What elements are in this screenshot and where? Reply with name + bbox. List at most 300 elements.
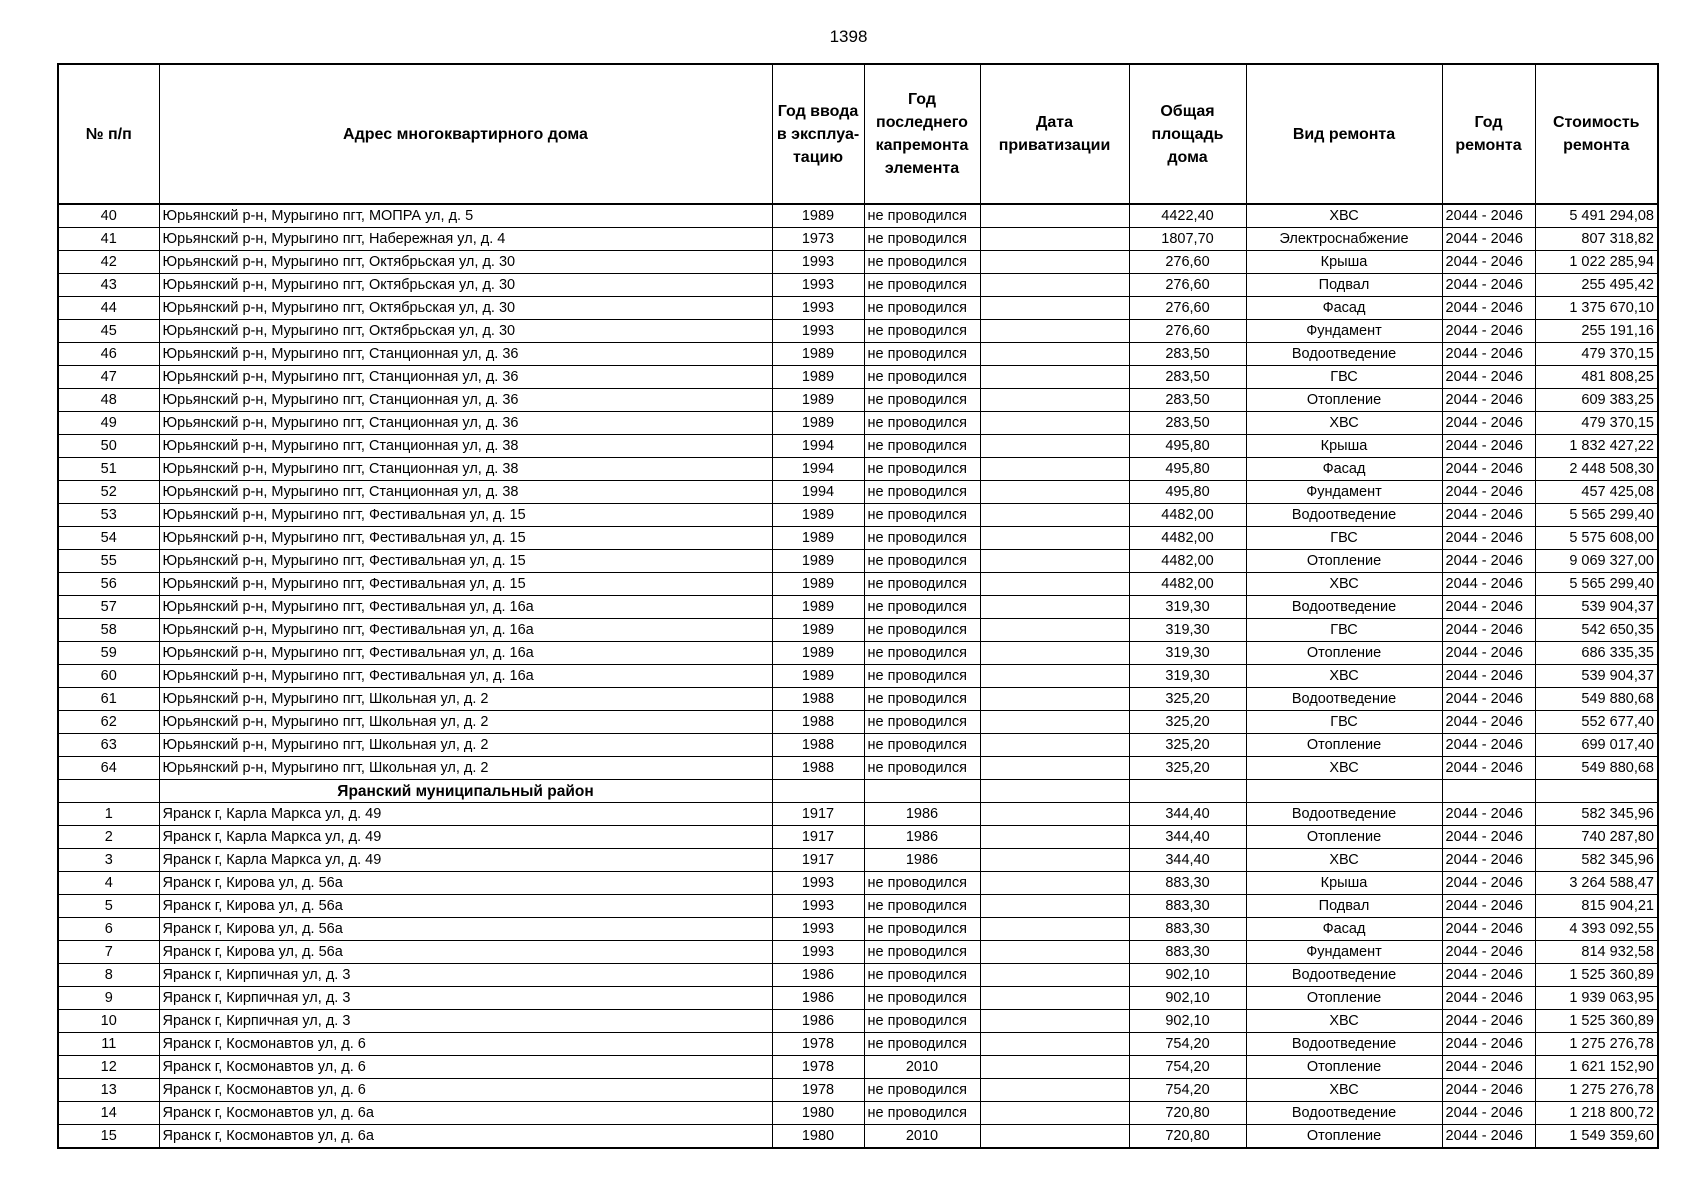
table-row	[58, 803, 1658, 826]
cell-address: Юрьянский р-н, Мурыгино пгт, Станционная ул, д. 38	[159, 435, 772, 458]
cell-cost: 479 370,15	[1535, 343, 1658, 366]
cell-cost: 539 904,37	[1535, 665, 1658, 688]
cell-privatization	[980, 412, 1129, 435]
cell-last-repair: не проводился	[864, 251, 980, 274]
cell-repair-type: ХВС	[1246, 849, 1442, 872]
cell-privatization	[980, 757, 1129, 780]
cell-num: 9	[58, 987, 159, 1010]
cell-address: Яранск г, Кирова ул, д. 56а	[159, 895, 772, 918]
cell-year-commission: 1989	[772, 389, 864, 412]
cell-repair-type: Водоотведение	[1246, 504, 1442, 527]
table-row	[58, 573, 1658, 596]
table-row	[58, 412, 1658, 435]
cell-cost: 4 393 092,55	[1535, 918, 1658, 941]
cell-num: 64	[58, 757, 159, 780]
cell-last-repair: не проводился	[864, 918, 980, 941]
cell-privatization	[980, 826, 1129, 849]
section-empty-cell	[1535, 780, 1658, 803]
cell-last-repair: не проводился	[864, 366, 980, 389]
cell-year-commission: 1986	[772, 964, 864, 987]
cell-privatization	[980, 251, 1129, 274]
table-row	[58, 297, 1658, 320]
cell-last-repair: не проводился	[864, 458, 980, 481]
table-row	[58, 872, 1658, 895]
table-row	[58, 596, 1658, 619]
section-empty-cell	[980, 780, 1129, 803]
cell-address: Яранск г, Карла Маркса ул, д. 49	[159, 803, 772, 826]
cell-year-commission: 1989	[772, 665, 864, 688]
cell-repair-type: Фундамент	[1246, 320, 1442, 343]
cell-address: Юрьянский р-н, Мурыгино пгт, Станционная ул, д. 38	[159, 481, 772, 504]
cell-privatization	[980, 573, 1129, 596]
cell-repair-type: Отопление	[1246, 987, 1442, 1010]
cell-address: Яранск г, Кирпичная ул, д. 3	[159, 1010, 772, 1033]
header-address: Адрес многоквартирного дома	[159, 64, 772, 204]
cell-year-commission: 1917	[772, 803, 864, 826]
cell-repair-year: 2044 - 2046	[1442, 941, 1535, 964]
table-row	[58, 251, 1658, 274]
cell-repair-type: Водоотведение	[1246, 1102, 1442, 1125]
cell-area: 283,50	[1129, 389, 1246, 412]
cell-year-commission: 1917	[772, 849, 864, 872]
cell-num: 46	[58, 343, 159, 366]
table-row	[58, 918, 1658, 941]
cell-address: Юрьянский р-н, Мурыгино пгт, Набережная ул, д. 4	[159, 228, 772, 251]
header-num: № п/п	[58, 64, 159, 204]
cell-repair-year: 2044 - 2046	[1442, 274, 1535, 297]
cell-repair-type: Отопление	[1246, 1125, 1442, 1149]
cell-last-repair: не проводился	[864, 1079, 980, 1102]
cell-repair-type: ХВС	[1246, 665, 1442, 688]
cell-num: 50	[58, 435, 159, 458]
header-privatization: Дата приватизации	[980, 64, 1129, 204]
cell-last-repair: не проводился	[864, 274, 980, 297]
cell-last-repair: не проводился	[864, 688, 980, 711]
cell-year-commission: 1978	[772, 1056, 864, 1079]
cell-last-repair: не проводился	[864, 987, 980, 1010]
cell-repair-type: Водоотведение	[1246, 1033, 1442, 1056]
cell-repair-type: ХВС	[1246, 573, 1442, 596]
cell-privatization	[980, 734, 1129, 757]
cell-num: 15	[58, 1125, 159, 1149]
cell-privatization	[980, 596, 1129, 619]
cell-num: 14	[58, 1102, 159, 1125]
cell-privatization	[980, 274, 1129, 297]
cell-area: 276,60	[1129, 274, 1246, 297]
cell-num: 63	[58, 734, 159, 757]
cell-cost: 479 370,15	[1535, 412, 1658, 435]
table-row	[58, 734, 1658, 757]
cell-cost: 1 275 276,78	[1535, 1033, 1658, 1056]
cell-last-repair: не проводился	[864, 1033, 980, 1056]
cell-repair-year: 2044 - 2046	[1442, 504, 1535, 527]
cell-area: 325,20	[1129, 711, 1246, 734]
cell-last-repair: не проводился	[864, 596, 980, 619]
cell-num: 13	[58, 1079, 159, 1102]
cell-repair-type: Крыша	[1246, 251, 1442, 274]
cell-area: 883,30	[1129, 918, 1246, 941]
cell-cost: 582 345,96	[1535, 849, 1658, 872]
cell-num: 1	[58, 803, 159, 826]
cell-num: 5	[58, 895, 159, 918]
cell-area: 319,30	[1129, 665, 1246, 688]
cell-area: 902,10	[1129, 1010, 1246, 1033]
cell-year-commission: 1993	[772, 941, 864, 964]
cell-address: Яранск г, Карла Маркса ул, д. 49	[159, 826, 772, 849]
cell-address: Юрьянский р-н, Мурыгино пгт, Фестивальная ул, д. 16а	[159, 619, 772, 642]
cell-year-commission: 1989	[772, 366, 864, 389]
cell-num: 40	[58, 204, 159, 228]
cell-area: 720,80	[1129, 1125, 1246, 1149]
cell-last-repair: не проводился	[864, 320, 980, 343]
cell-num: 58	[58, 619, 159, 642]
cell-area: 4482,00	[1129, 573, 1246, 596]
cell-repair-type: Фундамент	[1246, 941, 1442, 964]
table-row	[58, 389, 1658, 412]
cell-address: Юрьянский р-н, Мурыгино пгт, Станционная ул, д. 36	[159, 412, 772, 435]
cell-repair-year: 2044 - 2046	[1442, 964, 1535, 987]
cell-repair-type: ГВС	[1246, 711, 1442, 734]
section-empty-cell	[1442, 780, 1535, 803]
cell-last-repair: 1986	[864, 849, 980, 872]
cell-cost: 5 565 299,40	[1535, 504, 1658, 527]
table-row	[58, 1102, 1658, 1125]
cell-repair-year: 2044 - 2046	[1442, 389, 1535, 412]
cell-area: 720,80	[1129, 1102, 1246, 1125]
cell-repair-type: ХВС	[1246, 1010, 1442, 1033]
cell-address: Яранск г, Космонавтов ул, д. 6	[159, 1079, 772, 1102]
cell-year-commission: 1989	[772, 343, 864, 366]
cell-area: 276,60	[1129, 297, 1246, 320]
cell-last-repair: не проводился	[864, 343, 980, 366]
cell-repair-year: 2044 - 2046	[1442, 366, 1535, 389]
header-cost: Стоимость ремонта	[1535, 64, 1658, 204]
cell-area: 283,50	[1129, 343, 1246, 366]
cell-last-repair: не проводился	[864, 504, 980, 527]
cell-address: Юрьянский р-н, Мурыгино пгт, Школьная ул, д. 2	[159, 734, 772, 757]
cell-repair-type: Водоотведение	[1246, 343, 1442, 366]
cell-year-commission: 1980	[772, 1125, 864, 1149]
cell-repair-type: ХВС	[1246, 204, 1442, 228]
section-empty-cell	[772, 780, 864, 803]
cell-last-repair: не проводился	[864, 481, 980, 504]
table-row	[58, 1125, 1658, 1149]
cell-repair-year: 2044 - 2046	[1442, 297, 1535, 320]
cell-cost: 2 448 508,30	[1535, 458, 1658, 481]
cell-privatization	[980, 366, 1129, 389]
cell-repair-year: 2044 - 2046	[1442, 849, 1535, 872]
cell-repair-year: 2044 - 2046	[1442, 412, 1535, 435]
table-row	[58, 642, 1658, 665]
cell-last-repair: не проводился	[864, 872, 980, 895]
cell-repair-year: 2044 - 2046	[1442, 596, 1535, 619]
cell-repair-year: 2044 - 2046	[1442, 1033, 1535, 1056]
cell-privatization	[980, 642, 1129, 665]
cell-address: Юрьянский р-н, Мурыгино пгт, Октябрьская ул, д. 30	[159, 320, 772, 343]
table-row	[58, 481, 1658, 504]
cell-num: 6	[58, 918, 159, 941]
cell-area: 344,40	[1129, 803, 1246, 826]
cell-year-commission: 1986	[772, 1010, 864, 1033]
cell-num: 57	[58, 596, 159, 619]
cell-repair-year: 2044 - 2046	[1442, 1102, 1535, 1125]
cell-area: 883,30	[1129, 941, 1246, 964]
cell-area: 319,30	[1129, 596, 1246, 619]
cell-area: 4422,40	[1129, 204, 1246, 228]
cell-area: 319,30	[1129, 642, 1246, 665]
header-repair-type: Вид ремонта	[1246, 64, 1442, 204]
table-row	[58, 1010, 1658, 1033]
cell-cost: 5 565 299,40	[1535, 573, 1658, 596]
cell-address: Юрьянский р-н, Мурыгино пгт, Школьная ул, д. 2	[159, 688, 772, 711]
header-last-repair: Год последнего капремонта элемента	[864, 64, 980, 204]
cell-last-repair: не проводился	[864, 964, 980, 987]
cell-cost: 815 904,21	[1535, 895, 1658, 918]
section-empty-cell	[864, 780, 980, 803]
cell-repair-type: ХВС	[1246, 757, 1442, 780]
cell-num: 42	[58, 251, 159, 274]
section-empty-cell	[58, 780, 159, 803]
cell-address: Яранск г, Кирова ул, д. 56а	[159, 918, 772, 941]
cell-num: 59	[58, 642, 159, 665]
cell-last-repair: не проводился	[864, 297, 980, 320]
cell-area: 754,20	[1129, 1033, 1246, 1056]
cell-repair-year: 2044 - 2046	[1442, 1010, 1535, 1033]
cell-num: 41	[58, 228, 159, 251]
cell-repair-type: Крыша	[1246, 435, 1442, 458]
cell-address: Юрьянский р-н, Мурыгино пгт, МОПРА ул, д. 5	[159, 204, 772, 228]
cell-repair-year: 2044 - 2046	[1442, 1079, 1535, 1102]
cell-address: Юрьянский р-н, Мурыгино пгт, Октябрьская ул, д. 30	[159, 251, 772, 274]
cell-cost: 549 880,68	[1535, 688, 1658, 711]
cell-num: 49	[58, 412, 159, 435]
table-row	[58, 619, 1658, 642]
cell-cost: 1 525 360,89	[1535, 1010, 1658, 1033]
cell-cost: 542 650,35	[1535, 619, 1658, 642]
cell-repair-year: 2044 - 2046	[1442, 619, 1535, 642]
table-row	[58, 435, 1658, 458]
cell-address: Юрьянский р-н, Мурыгино пгт, Октябрьская ул, д. 30	[159, 274, 772, 297]
cell-num: 47	[58, 366, 159, 389]
table-row	[58, 688, 1658, 711]
cell-year-commission: 1989	[772, 642, 864, 665]
repair-table	[57, 63, 1659, 1149]
cell-privatization	[980, 964, 1129, 987]
cell-address: Юрьянский р-н, Мурыгино пгт, Фестивальная ул, д. 15	[159, 527, 772, 550]
cell-cost: 255 495,42	[1535, 274, 1658, 297]
cell-address: Юрьянский р-н, Мурыгино пгт, Фестивальная ул, д. 15	[159, 504, 772, 527]
cell-privatization	[980, 711, 1129, 734]
cell-privatization	[980, 1033, 1129, 1056]
cell-last-repair: не проводился	[864, 711, 980, 734]
cell-repair-year: 2044 - 2046	[1442, 918, 1535, 941]
cell-address: Юрьянский р-н, Мурыгино пгт, Станционная ул, д. 36	[159, 389, 772, 412]
header-repair-year: Год ремонта	[1442, 64, 1535, 204]
cell-area: 495,80	[1129, 435, 1246, 458]
cell-last-repair: 1986	[864, 826, 980, 849]
section-empty-cell	[1129, 780, 1246, 803]
cell-privatization	[980, 435, 1129, 458]
cell-privatization	[980, 504, 1129, 527]
cell-repair-year: 2044 - 2046	[1442, 251, 1535, 274]
section-title: Яранский муниципальный район	[159, 780, 772, 803]
cell-cost: 552 677,40	[1535, 711, 1658, 734]
cell-privatization	[980, 895, 1129, 918]
cell-year-commission: 1989	[772, 573, 864, 596]
cell-repair-year: 2044 - 2046	[1442, 757, 1535, 780]
cell-privatization	[980, 849, 1129, 872]
cell-last-repair: не проводился	[864, 228, 980, 251]
cell-num: 55	[58, 550, 159, 573]
cell-num: 7	[58, 941, 159, 964]
cell-last-repair: не проводился	[864, 941, 980, 964]
cell-area: 283,50	[1129, 412, 1246, 435]
cell-area: 344,40	[1129, 849, 1246, 872]
cell-area: 495,80	[1129, 481, 1246, 504]
cell-address: Юрьянский р-н, Мурыгино пгт, Фестивальная ул, д. 16а	[159, 642, 772, 665]
cell-address: Яранск г, Космонавтов ул, д. 6	[159, 1056, 772, 1079]
cell-cost: 5 575 608,00	[1535, 527, 1658, 550]
cell-repair-type: Отопление	[1246, 550, 1442, 573]
table-row	[58, 550, 1658, 573]
table-row	[58, 964, 1658, 987]
cell-last-repair: не проводился	[864, 204, 980, 228]
cell-address: Яранск г, Космонавтов ул, д. 6а	[159, 1125, 772, 1149]
table-row	[58, 274, 1658, 297]
header-row	[58, 64, 1658, 204]
cell-repair-year: 2044 - 2046	[1442, 826, 1535, 849]
section-empty-cell	[1246, 780, 1442, 803]
cell-privatization	[980, 228, 1129, 251]
cell-cost: 3 264 588,47	[1535, 872, 1658, 895]
cell-cost: 549 880,68	[1535, 757, 1658, 780]
cell-num: 4	[58, 872, 159, 895]
cell-cost: 1 275 276,78	[1535, 1079, 1658, 1102]
cell-privatization	[980, 204, 1129, 228]
cell-address: Юрьянский р-н, Мурыгино пгт, Станционная ул, д. 36	[159, 343, 772, 366]
cell-year-commission: 1988	[772, 688, 864, 711]
cell-privatization	[980, 1079, 1129, 1102]
cell-area: 319,30	[1129, 619, 1246, 642]
cell-area: 276,60	[1129, 251, 1246, 274]
cell-address: Яранск г, Кирова ул, д. 56а	[159, 941, 772, 964]
page-number: 1398	[829, 27, 868, 46]
cell-year-commission: 1993	[772, 274, 864, 297]
cell-year-commission: 1988	[772, 757, 864, 780]
cell-privatization	[980, 665, 1129, 688]
cell-area: 883,30	[1129, 872, 1246, 895]
cell-year-commission: 1994	[772, 481, 864, 504]
cell-privatization	[980, 941, 1129, 964]
cell-area: 283,50	[1129, 366, 1246, 389]
cell-num: 56	[58, 573, 159, 596]
cell-privatization	[980, 320, 1129, 343]
table-row	[58, 1056, 1658, 1079]
cell-last-repair: не проводился	[864, 734, 980, 757]
cell-repair-year: 2044 - 2046	[1442, 320, 1535, 343]
cell-repair-type: Водоотведение	[1246, 596, 1442, 619]
cell-area: 325,20	[1129, 757, 1246, 780]
cell-year-commission: 1989	[772, 596, 864, 619]
cell-year-commission: 1994	[772, 458, 864, 481]
cell-cost: 1 525 360,89	[1535, 964, 1658, 987]
cell-num: 45	[58, 320, 159, 343]
cell-repair-type: ГВС	[1246, 527, 1442, 550]
cell-repair-year: 2044 - 2046	[1442, 1125, 1535, 1149]
cell-num: 43	[58, 274, 159, 297]
cell-num: 51	[58, 458, 159, 481]
table-row	[58, 1033, 1658, 1056]
cell-area: 754,20	[1129, 1056, 1246, 1079]
cell-privatization	[980, 688, 1129, 711]
cell-cost: 1 939 063,95	[1535, 987, 1658, 1010]
cell-address: Юрьянский р-н, Мурыгино пгт, Станционная ул, д. 38	[159, 458, 772, 481]
cell-area: 902,10	[1129, 987, 1246, 1010]
cell-privatization	[980, 550, 1129, 573]
cell-cost: 457 425,08	[1535, 481, 1658, 504]
cell-num: 3	[58, 849, 159, 872]
cell-repair-year: 2044 - 2046	[1442, 987, 1535, 1010]
cell-area: 902,10	[1129, 964, 1246, 987]
cell-num: 62	[58, 711, 159, 734]
cell-repair-year: 2044 - 2046	[1442, 343, 1535, 366]
cell-address: Яранск г, Кирпичная ул, д. 3	[159, 964, 772, 987]
cell-num: 11	[58, 1033, 159, 1056]
cell-year-commission: 1988	[772, 711, 864, 734]
cell-area: 495,80	[1129, 458, 1246, 481]
cell-cost: 9 069 327,00	[1535, 550, 1658, 573]
cell-last-repair: 2010	[864, 1056, 980, 1079]
cell-repair-type: Отопление	[1246, 826, 1442, 849]
cell-year-commission: 1989	[772, 527, 864, 550]
cell-repair-year: 2044 - 2046	[1442, 803, 1535, 826]
cell-address: Юрьянский р-н, Мурыгино пгт, Фестивальная ул, д. 15	[159, 550, 772, 573]
cell-last-repair: не проводился	[864, 757, 980, 780]
cell-address: Юрьянский р-н, Мурыгино пгт, Школьная ул, д. 2	[159, 711, 772, 734]
table-row	[58, 458, 1658, 481]
cell-area: 325,20	[1129, 734, 1246, 757]
table-row	[58, 527, 1658, 550]
table-row	[58, 366, 1658, 389]
cell-repair-type: ХВС	[1246, 412, 1442, 435]
cell-repair-year: 2044 - 2046	[1442, 872, 1535, 895]
cell-address: Яранск г, Кирпичная ул, д. 3	[159, 987, 772, 1010]
cell-privatization	[980, 1056, 1129, 1079]
cell-privatization	[980, 1102, 1129, 1125]
cell-area: 754,20	[1129, 1079, 1246, 1102]
cell-year-commission: 1993	[772, 918, 864, 941]
cell-year-commission: 1993	[772, 895, 864, 918]
cell-address: Яранск г, Космонавтов ул, д. 6а	[159, 1102, 772, 1125]
cell-privatization	[980, 987, 1129, 1010]
cell-privatization	[980, 343, 1129, 366]
cell-area: 4482,00	[1129, 550, 1246, 573]
cell-privatization	[980, 458, 1129, 481]
cell-year-commission: 1986	[772, 987, 864, 1010]
cell-address: Юрьянский р-н, Мурыгино пгт, Октябрьская ул, д. 30	[159, 297, 772, 320]
cell-repair-type: Водоотведение	[1246, 688, 1442, 711]
cell-address: Юрьянский р-н, Мурыгино пгт, Фестивальная ул, д. 15	[159, 573, 772, 596]
cell-num: 44	[58, 297, 159, 320]
cell-year-commission: 1973	[772, 228, 864, 251]
table-row	[58, 849, 1658, 872]
cell-privatization	[980, 1125, 1129, 1149]
table-row	[58, 895, 1658, 918]
cell-cost: 1 375 670,10	[1535, 297, 1658, 320]
cell-repair-type: Фундамент	[1246, 481, 1442, 504]
cell-last-repair: не проводился	[864, 412, 980, 435]
header-area: Общая площадь дома	[1129, 64, 1246, 204]
